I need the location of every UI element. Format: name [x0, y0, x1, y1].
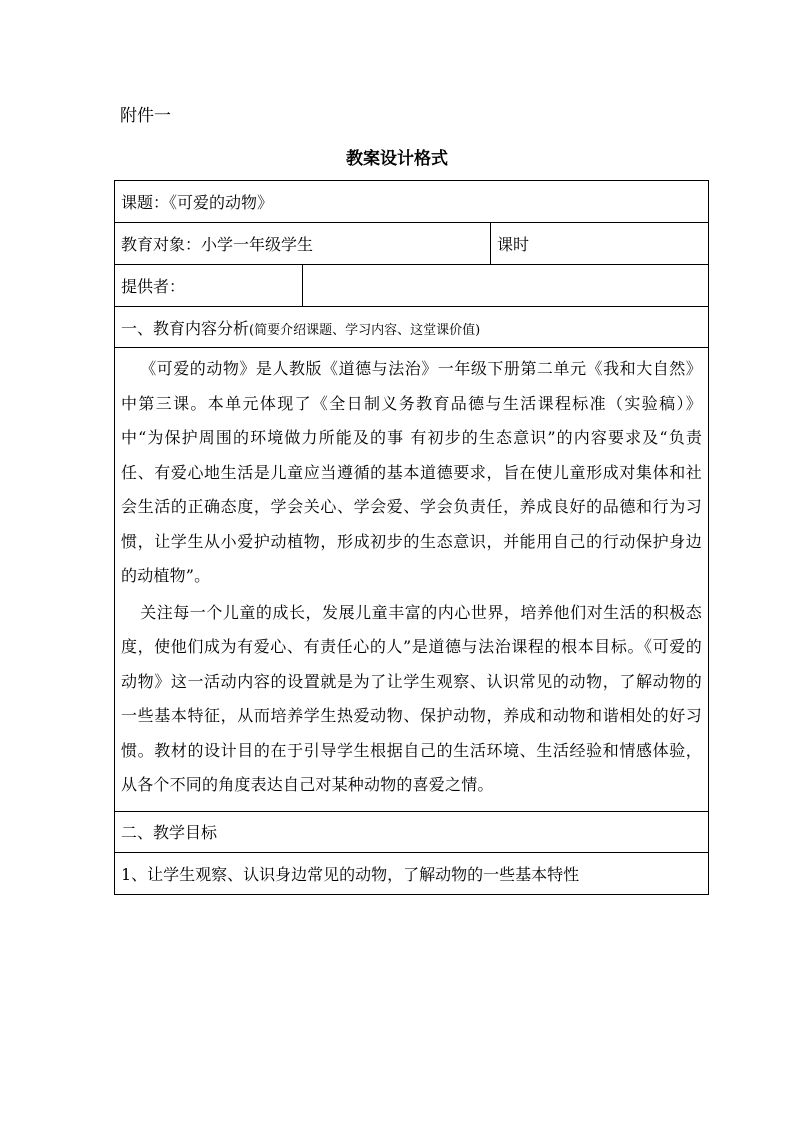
section1-content-row: [115, 348, 709, 812]
section1-heading-cell: [115, 307, 709, 348]
content-paragraph-1: 《可爱的动物》是人教版《道德与法治》一年级下册第二单元《我和大自然》中第三课。本单元体现了《全日制义务教育品德与生活课程标准（实验稿）》中“为保护周围的环境做力所能及的事 有初步的生态意识”的内容要求及“负责任、有爱心地生活是儿童应当遵循的基本道德要求，旨在使儿童形成对集体和社会生活的正确态度，学会关心、学会爱、学会负责任，养成良好的品德和行为习惯，让学生从小爱护动植物，形成初步的生态意识，并能用自己的行动保护身边的动植物”。: [121, 359, 703, 585]
section1-heading: 一、教育内容分析: [121, 318, 250, 338]
provider-label-cell: [115, 265, 303, 307]
audience-cell: [115, 223, 491, 265]
section1-content-cell: [115, 348, 709, 812]
section1-heading-row: [115, 307, 709, 348]
provider-label: 提供者：: [121, 277, 186, 296]
content-paragraph-2: 关注每一个儿童的成长，发展儿童丰富的内心世界，培养他们对生活的积极态度，使他们成为有爱心、有责任心的人”是道德与法治课程的根本目标。《可爱的动物》这一活动内容的设置就是为了让学生观察、认识常见的动物，了解动物的一些基本特征，从而培养学生热爱动物、保护动物，养成和动物和谐相处的好习惯。教材的设计目的在于引导学生根据自己的生活环境、生活经验和情感体验，从各个不同的角度表达自己对某种动物的喜爱之情。: [121, 602, 703, 794]
goal-1-text: 1、让学生观察、认识身边常见的动物，了解动物的一些基本特性: [121, 864, 580, 884]
section2-heading-row: [115, 811, 709, 852]
attachment-label: 附件一: [120, 106, 171, 126]
topic-text: 课题：《可爱的动物》: [121, 193, 274, 212]
topic-row: [115, 181, 709, 223]
section1-hint: (简要介绍课题、学习内容、这堂课价值): [249, 322, 481, 338]
goal-row: [115, 852, 709, 894]
topic-cell: [115, 181, 709, 223]
audience-text: 教育对象：小学一年级学生: [121, 235, 314, 254]
provider-row: [115, 265, 709, 307]
provider-value-cell: [303, 265, 709, 307]
section2-heading-cell: [115, 811, 709, 852]
document-title: 教案设计格式: [346, 149, 448, 169]
lesson-plan-table: [114, 180, 709, 895]
goal-cell: [115, 852, 709, 894]
hours-cell: [491, 223, 709, 265]
audience-row: [115, 223, 709, 265]
section2-heading: 二、教学目标: [121, 823, 218, 842]
hours-label: 课时: [497, 235, 530, 254]
